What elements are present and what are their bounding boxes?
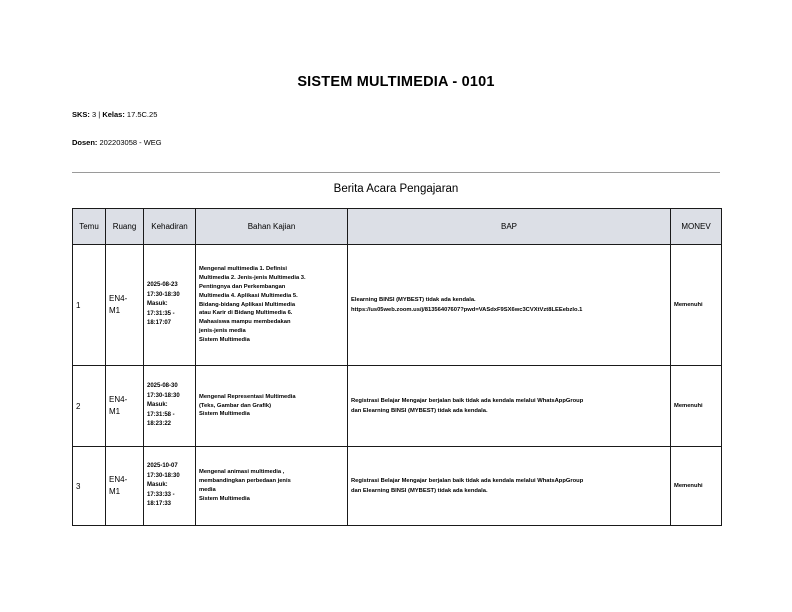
- table-row: [73, 245, 722, 366]
- bap-link[interactable]: https://us05web.zoom.us/j/81356407607?pwd=VASdxF9SX6wc3CVXtVzt8LEEebzlo.1: [351, 307, 583, 313]
- bahan-line: Sistem Multimedia: [199, 411, 250, 418]
- kehadiran-line: Masuk:: [147, 402, 168, 409]
- bap-line: dan Elearning BINSI (MYBEST) tidak ada kendala.: [351, 488, 488, 494]
- bap-line: Registrasi Belajar Mengajar berjalan baik tidak ada kendala melalui WhatsAppGroup: [351, 478, 584, 484]
- bahan-line: Bidang-bidang Aplikasi Multimedia: [199, 301, 296, 308]
- kehadiran-line: 17:30-18:30: [147, 291, 180, 298]
- bap-line: Elearning BINSI (MYBEST) tidak ada kendala.: [351, 297, 476, 303]
- bahan-line: Multimedia 4. Aplikasi Multimedia 5.: [199, 292, 298, 299]
- ruang-line: EN4-: [109, 294, 128, 303]
- ruang-line: M1: [109, 407, 121, 416]
- bahan-line: Sistem Multimedia: [199, 495, 250, 502]
- kehadiran-line: 17:30-18:30: [147, 392, 180, 399]
- ruang-line: M1: [109, 487, 121, 496]
- cell-temu: 2: [73, 366, 106, 447]
- cell-bahan-kajian: [196, 447, 348, 526]
- header-ruang: Ruang: [106, 209, 144, 245]
- table-row: [73, 366, 722, 447]
- cell-temu: 1: [73, 245, 106, 366]
- header-temu: Temu: [73, 209, 106, 245]
- sks-label: SKS:: [72, 110, 90, 119]
- kehadiran-line: 17:31:35 -: [147, 310, 175, 317]
- cell-bahan-kajian: [196, 366, 348, 447]
- cell-temu: 3: [73, 447, 106, 526]
- kelas-label: Kelas:: [102, 110, 125, 119]
- ruang-line: EN4-: [109, 475, 128, 484]
- divider: [72, 172, 720, 173]
- bahan-line: atau Karir di Bidang Multimedia 6.: [199, 310, 293, 317]
- bahan-line: membandingkan perbedaan jenis: [199, 478, 291, 485]
- cell-bap: [348, 447, 671, 526]
- bahan-line: Multimedia 2. Jenis-jenis Multimedia 3.: [199, 275, 306, 282]
- kehadiran-line: 2025-08-23: [147, 282, 178, 289]
- lecturer-meta: [72, 138, 162, 147]
- kehadiran-line: 2025-10-07: [147, 463, 178, 470]
- header-monev: MONEV: [671, 209, 722, 245]
- kehadiran-line: 17:33:33 -: [147, 491, 175, 498]
- bahan-line: Pentingnya dan Perkembangan: [199, 284, 286, 290]
- header-bahan-kajian: Bahan Kajian: [196, 209, 348, 245]
- document-title: SISTEM MULTIMEDIA - 0101: [297, 74, 495, 90]
- kehadiran-line: 18:23:22: [147, 421, 172, 428]
- kehadiran-line: 2025-08-30: [147, 383, 178, 390]
- cell-kehadiran: [144, 447, 196, 526]
- kehadiran-line: Masuk:: [147, 482, 168, 489]
- cell-monev: Memenuhi: [671, 366, 722, 447]
- ruang-line: M1: [109, 306, 121, 315]
- table-row: [73, 447, 722, 526]
- kehadiran-line: 18:17:33: [147, 501, 172, 508]
- kehadiran-line: 17:30-18:30: [147, 472, 180, 479]
- bahan-line: Mengenal multimedia 1. Definisi: [199, 266, 287, 273]
- bap-line: dan Elearning BINSI (MYBEST) tidak ada kendala.: [351, 408, 488, 414]
- header-bap: BAP: [348, 209, 671, 245]
- bap-line: Registrasi Belajar Mengajar berjalan baik tidak ada kendala melalui WhatsAppGroup: [351, 398, 584, 404]
- cell-monev: Memenuhi: [671, 245, 722, 366]
- bahan-line: media: [199, 487, 216, 493]
- cell-bahan-kajian: [196, 245, 348, 366]
- kehadiran-line: 17:31:58 -: [147, 411, 175, 418]
- cell-kehadiran: [144, 245, 196, 366]
- cell-ruang: [106, 447, 144, 526]
- kelas-value: 17.5C.25: [126, 110, 158, 119]
- dosen-value: 202203058 - WEG: [99, 138, 162, 147]
- ruang-line: EN4-: [109, 395, 128, 404]
- dosen-label: Dosen:: [72, 138, 98, 147]
- bahan-line: Sistem Multimedia: [199, 336, 250, 343]
- cell-kehadiran: [144, 366, 196, 447]
- cell-ruang: [106, 245, 144, 366]
- bahan-line: Mengenal Representasi Multimedia: [199, 393, 296, 400]
- course-meta: [72, 110, 157, 119]
- cell-bap: [348, 245, 671, 366]
- kehadiran-line: Masuk:: [147, 301, 168, 308]
- table-header-row: [73, 209, 722, 245]
- bahan-line: Mengenal animasi multimedia ,: [199, 469, 285, 476]
- header-kehadiran: Kehadiran: [144, 209, 196, 245]
- sks-value: 3 |: [92, 110, 103, 119]
- cell-monev: Memenuhi: [671, 447, 722, 526]
- cell-ruang: [106, 366, 144, 447]
- bahan-line: (Teks, Gambar dan Grafik): [199, 402, 272, 409]
- bahan-line: Mahasiswa mampu membedakan: [199, 319, 291, 326]
- bap-table: [72, 208, 722, 526]
- section-title: Berita Acara Pengajaran: [333, 183, 459, 195]
- cell-bap: [348, 366, 671, 447]
- bahan-line: jenis-jenis media: [199, 327, 246, 334]
- kehadiran-line: 18:17:07: [147, 320, 172, 327]
